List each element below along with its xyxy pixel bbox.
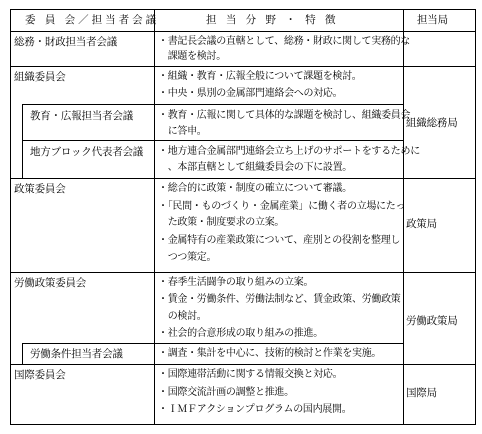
row-divider bbox=[22, 343, 403, 344]
committee-name: 総務・財政担当者会議 bbox=[14, 36, 117, 48]
bureau-name: 国際局 bbox=[406, 387, 437, 399]
field-line: ・「民間・ものづくり・金属産業」に働く者の立場にたっ bbox=[158, 201, 406, 212]
bureau-name: 政策局 bbox=[406, 218, 437, 230]
col-divider bbox=[154, 9, 155, 425]
header-field: 担 当 分 野 ・ 特 徴 bbox=[206, 14, 339, 26]
field-line: 課題を検討。 bbox=[158, 51, 226, 62]
field-line: 、本部直轄として組織委員会の下に設置。 bbox=[158, 162, 352, 173]
field-line: ・金属特有の産業政策について、産別との役割を整理し bbox=[158, 235, 401, 246]
field-line: ・中央・県別の金属部門連絡会への対応。 bbox=[158, 88, 343, 99]
row-divider bbox=[10, 66, 476, 67]
committee-name: 地方ブロック代表者会議 bbox=[30, 146, 144, 158]
field-line: ・教育・広報に関して具体的な課題を検討し、組織委員会 bbox=[158, 110, 411, 121]
row-divider bbox=[22, 104, 403, 105]
committee-table bbox=[10, 9, 476, 425]
field-line: つつ策定。 bbox=[158, 252, 217, 263]
field-line: ・国際連帯活動に関する情報交換と対応。 bbox=[158, 369, 343, 380]
bureau-name: 組織総務局 bbox=[406, 117, 458, 129]
field-line: ・社会的合意形成の取り組みの推進。 bbox=[158, 328, 323, 339]
field-line: ・調査・集計を中心に、技術的検討と作業を実施。 bbox=[158, 348, 382, 359]
indent-divider bbox=[22, 104, 23, 178]
field-line: ・賃金・労働条件、労働法制など、賃金政策、労働政策 bbox=[158, 294, 401, 305]
committee-name: 労働条件担当者会議 bbox=[30, 348, 123, 360]
row-divider bbox=[22, 140, 403, 141]
table-border-bottom bbox=[10, 424, 476, 425]
committee-name: 教育・広報担当者会議 bbox=[30, 110, 133, 122]
bureau-name: 労働政策局 bbox=[406, 315, 458, 327]
committee-name: 政策委員会 bbox=[14, 183, 66, 195]
field-line: ・総合的に政策・制度の確立について審議。 bbox=[158, 183, 352, 194]
field-line: ・組織・教育・広報全般について課題を検討。 bbox=[158, 71, 362, 82]
committee-name: 国際委員会 bbox=[14, 369, 66, 381]
header-bureau: 担当局 bbox=[417, 14, 448, 26]
header-committee: 委 員 会／担当者会議 bbox=[25, 14, 160, 26]
col-divider bbox=[403, 9, 404, 425]
row-divider bbox=[10, 364, 476, 365]
field-line: ・ＩＭＦアクションプログラムの国内展開。 bbox=[158, 404, 352, 415]
field-line: ・地方連合金属部門連絡会立ち上げのサポートをするために bbox=[158, 146, 420, 157]
header-divider bbox=[10, 31, 476, 32]
field-line: に答申。 bbox=[158, 126, 207, 137]
table-border-top bbox=[10, 9, 476, 10]
indent-divider bbox=[22, 343, 23, 364]
field-line: ・国際交流計画の調整と推進。 bbox=[158, 387, 294, 398]
field-line: の検討。 bbox=[158, 311, 207, 322]
committee-name: 労働政策委員会 bbox=[14, 277, 87, 289]
table-border-right bbox=[475, 9, 476, 425]
field-line: ・書記長会議の直轄として、総務・財政に関して実務的な bbox=[158, 36, 410, 47]
table-border-left bbox=[10, 9, 11, 425]
committee-name: 組織委員会 bbox=[14, 71, 66, 83]
field-line: た政策・制度要求の立案。 bbox=[158, 217, 285, 228]
field-line: ・春季生活闘争の取り組みの立案。 bbox=[158, 277, 314, 288]
row-divider bbox=[10, 178, 476, 179]
row-divider bbox=[10, 272, 476, 273]
